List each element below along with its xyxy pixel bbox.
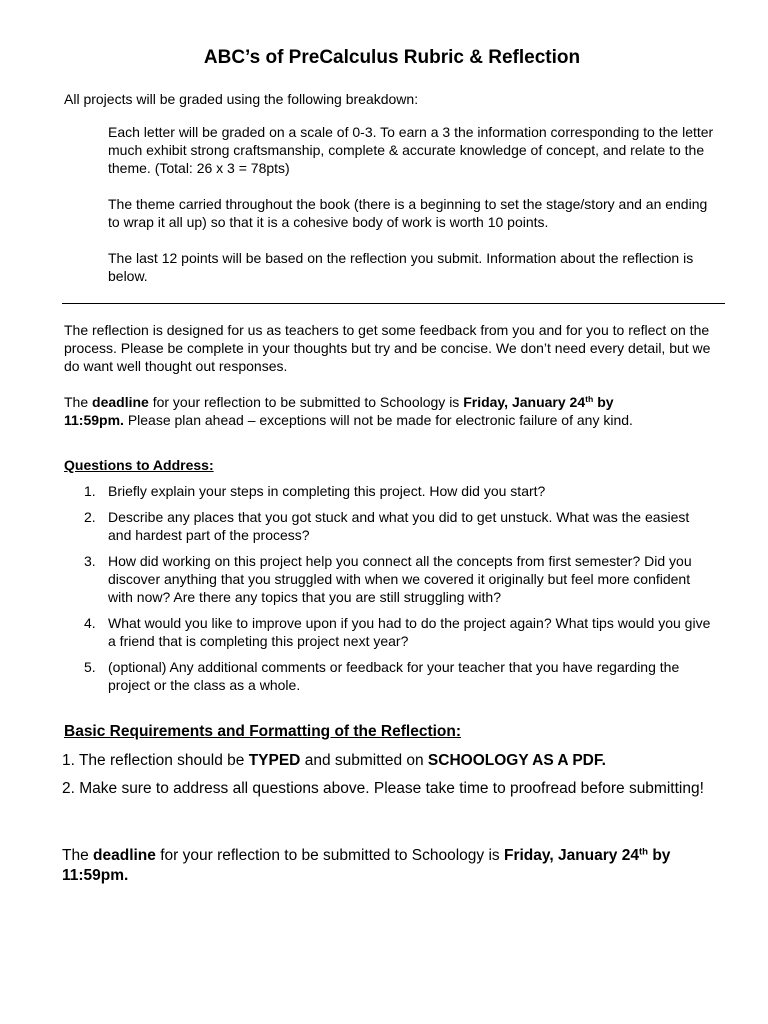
grading-intro: All projects will be graded using the following breakdown: [64,91,419,107]
requirement-typed: 1. The reflection should be TYPED and submitted on SCHOOLOGY AS A PDF. [62,752,606,769]
list-item: 3. How did working on this project help you connect all the concepts from first semester? Did you discover anything that you struggled with when we covered it originally but feel more confident with now? Are there any topics that you are still struggling with? [84,553,692,605]
section-divider [62,303,725,304]
breakdown-theme: The theme carried throughout the book (there is a beginning to set the stage/story and an ending to wrap it all up) so that it is a cohesive body of work is worth 10 points. [108,196,708,230]
questions-list [64,482,714,702]
deadline-paragraph: The deadline for your reflection to be submitted to Schoology is Friday, January 24th by 11:59pm. Please plan ahead – exceptions will not be made for electronic failure of any kind. [64,394,633,428]
deadline-word: deadline [92,394,149,410]
list-item: 4. What would you like to improve upon if you had to do the project again? What tips would you give a friend that is completing this project next year? [84,615,711,649]
requirement-questions: 2. Make sure to address all questions above. Please take time to proofread before submitting! [62,780,704,797]
deadline-reminder: The deadline for your reflection to be submitted to Schoology is Friday, January 24th by 11:59pm. [62,846,671,884]
list-item: 2. Describe any places that you got stuck and what you did to get unstuck. What was the easiest and hardest part of the process? [84,509,690,543]
list-item: 1. Briefly explain your steps in completing this project. How did you start? [84,483,546,499]
questions-heading: Questions to Address: [64,457,214,473]
deadline-date: Friday, January 24th by 11:59pm. [64,394,614,428]
reflection-intro: The reflection is designed for us as teachers to get some feedback from you and for you to reflect on the process. Please be complete in your thoughts but try and be concise. We don’t need every detail, but we do want well thought out responses. [64,322,711,374]
list-item: 5. (optional) Any additional comments or feedback for your teacher that you have regarding the project or the class as a whole. [84,659,680,693]
page-title: ABC’s of PreCalculus Rubric & Reflection [203,47,581,68]
requirements-heading: Basic Requirements and Formatting of the Reflection: [64,723,462,740]
breakdown-letters: Each letter will be graded on a scale of 0-3. To earn a 3 the information corresponding to the letter much exhibit strong craftsmanship, complete & accurate knowledge of concept, and relate to the theme. (Total: 26 x 3 = 78pts) [108,124,714,176]
breakdown-reflection: The last 12 points will be based on the reflection you submit. Information about the reflection is below. [108,250,694,284]
